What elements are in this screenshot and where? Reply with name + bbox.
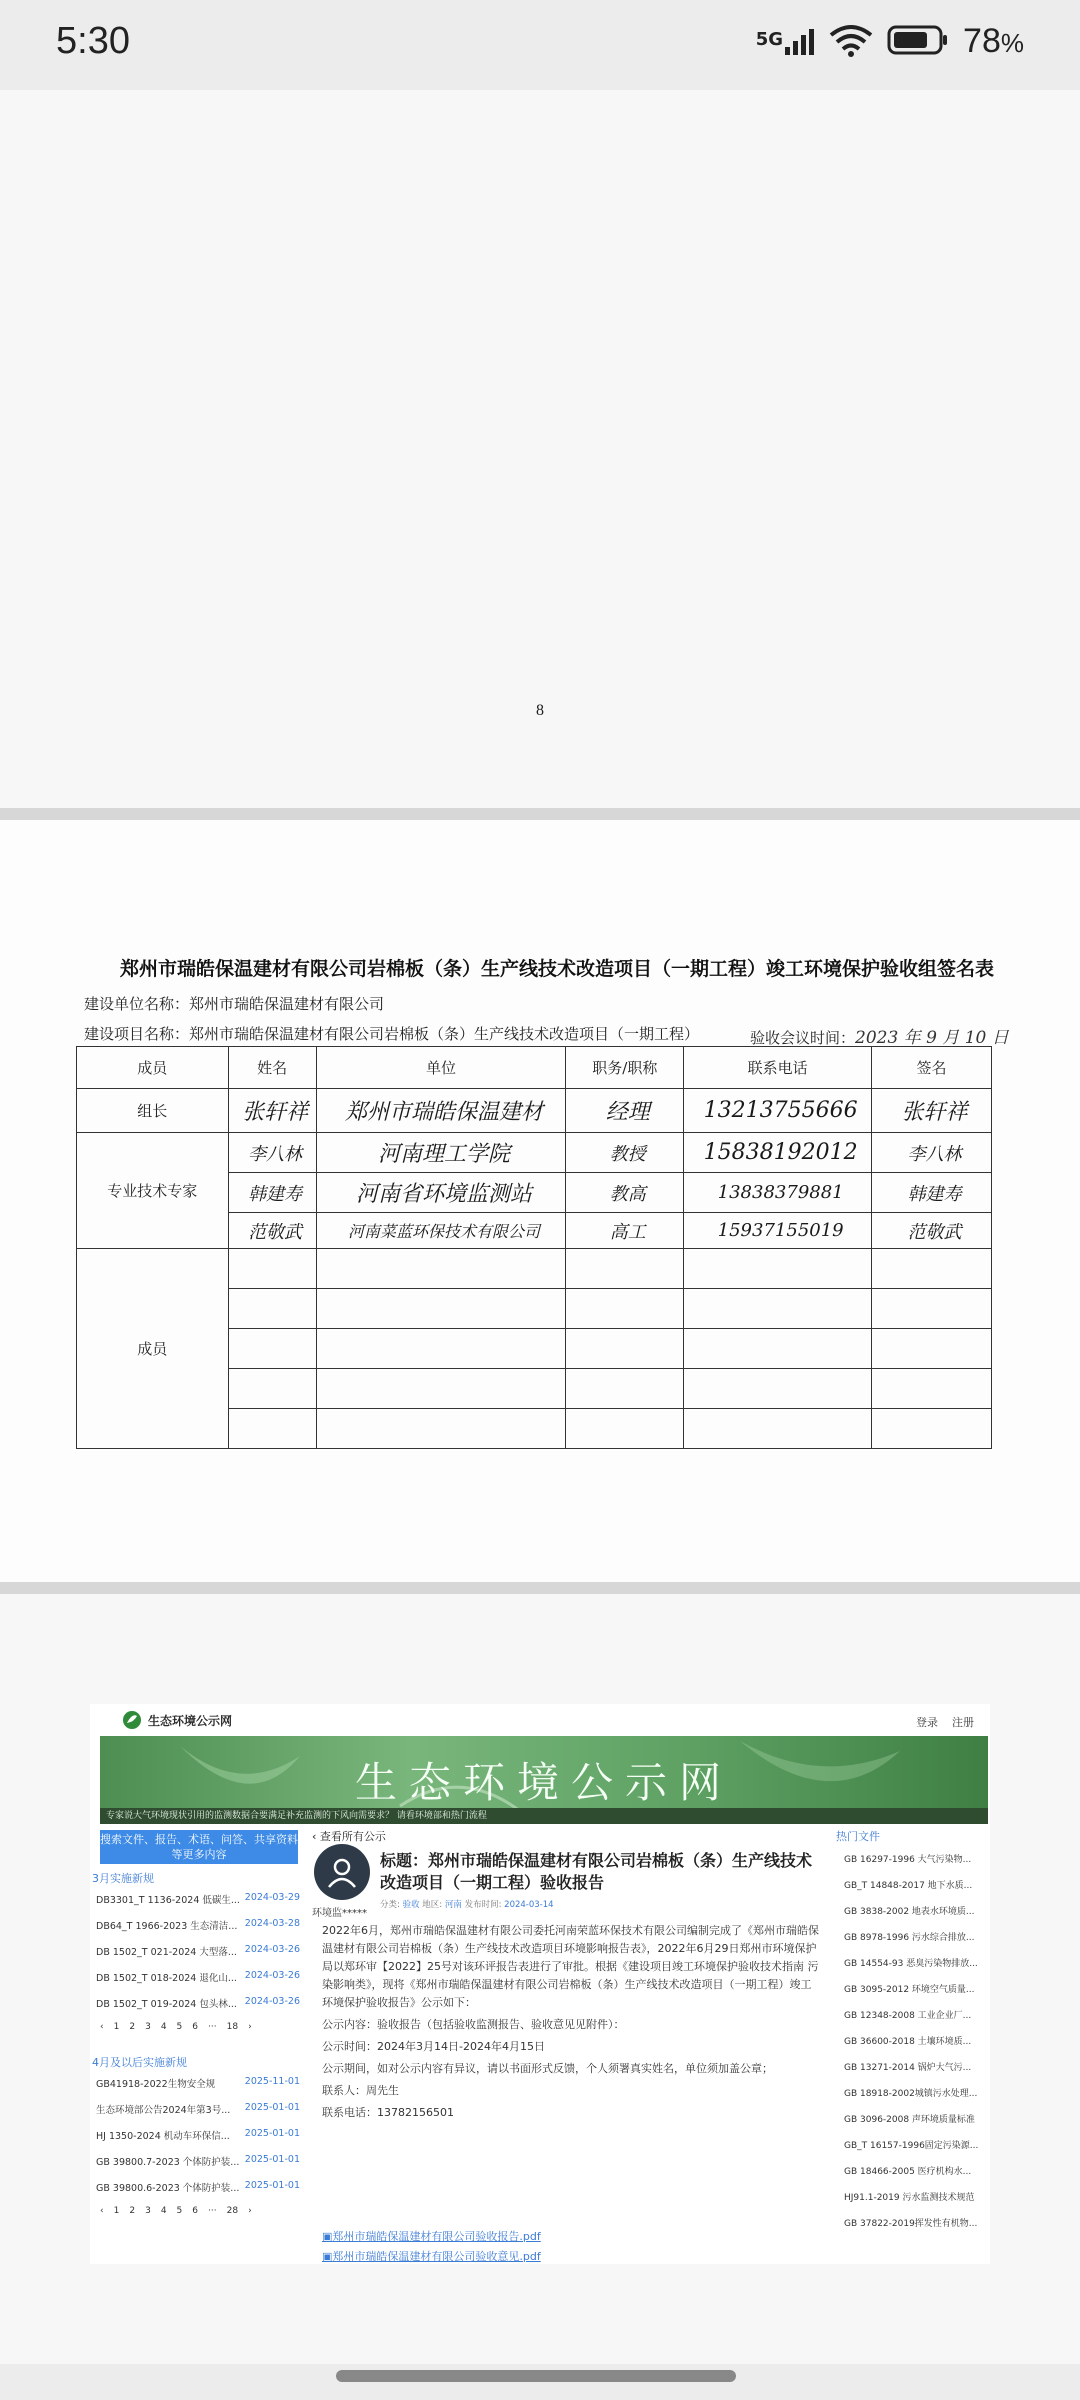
- empty-cell: [872, 1409, 992, 1449]
- empty-cell: [684, 1329, 872, 1369]
- pager-item: ···: [208, 2206, 217, 2216]
- pager-item: ›: [248, 2206, 252, 2216]
- item-title: DB 1502_T 021-2024 大型落...: [96, 1947, 237, 1958]
- banner-title: 生态环境公示网: [354, 1758, 733, 1807]
- list-item: [96, 1970, 300, 1988]
- post-paragraph: 联系电话：13782156501: [322, 2106, 454, 2119]
- title-cell: 经理: [566, 1089, 684, 1133]
- empty-cell: [872, 1249, 992, 1289]
- unit-cell: 河南省环境监测站: [316, 1173, 566, 1213]
- pager-item: 2: [129, 2022, 136, 2032]
- pager-item: ‹: [100, 2206, 104, 2216]
- empty-cell: [566, 1289, 684, 1329]
- status-bar: [0, 0, 1080, 90]
- file-icon: ▣: [322, 2230, 333, 2243]
- login-link: 登录: [916, 1716, 938, 1729]
- sign-cell: 韩建寿: [872, 1173, 992, 1213]
- pager-item: 6: [192, 2022, 199, 2032]
- role-cell: 专业技术专家: [77, 1133, 229, 1249]
- name-cell: 范敬武: [228, 1213, 316, 1249]
- name-cell: 张轩祥: [228, 1089, 316, 1133]
- back-to-all-link: ‹ 查看所有公示: [312, 1830, 386, 1843]
- item-date: 2025-01-01: [244, 2154, 300, 2165]
- battery-value: 78: [963, 22, 1001, 60]
- battery-unit: %: [1000, 28, 1024, 58]
- meta-region: 河南: [444, 1900, 462, 1910]
- list-item: [96, 1944, 300, 1962]
- item-title: DB 1502_T 018-2024 退化山...: [96, 1973, 237, 1984]
- meta-label: 发布时间:: [464, 1900, 502, 1910]
- network-5g-icon: [756, 29, 815, 55]
- header-cell: 联系电话: [684, 1047, 872, 1089]
- empty-cell: [684, 1289, 872, 1329]
- site-right-sidebar: [836, 1828, 990, 2264]
- list-item: GB 3838-2002 地表水环境质...: [844, 1907, 975, 1917]
- sign-cell: 范敬武: [872, 1213, 992, 1249]
- site-banner: [100, 1736, 988, 1824]
- list-item: [96, 1892, 300, 1910]
- site-search-button: 搜索文件、报告、术语、问答、共享资料等更多内容: [100, 1830, 298, 1864]
- item-date: 2025-11-01: [244, 2076, 300, 2087]
- meta-time: 2024-03-14: [504, 1900, 554, 1910]
- empty-cell: [684, 1369, 872, 1409]
- item-date: 2024-03-26: [244, 1996, 300, 2007]
- list-item: GB 13271-2014 锅炉大气污...: [844, 2063, 972, 2073]
- list-item: [96, 2102, 300, 2120]
- form-project-line: 建设项目名称：郑州市瑞皓保温建材有限公司岩棉板（条）生产线技术改造项目（一期工程）: [84, 1025, 700, 1043]
- pager-item: 1: [113, 2206, 120, 2216]
- website-screenshot: [90, 1704, 990, 2264]
- table-header-row: [77, 1047, 992, 1089]
- empty-cell: [872, 1289, 992, 1329]
- role-cell: 成员: [77, 1249, 229, 1449]
- empty-cell: [228, 1289, 316, 1329]
- pager-item: 2: [129, 2206, 136, 2216]
- pager-item: 5: [176, 2206, 183, 2216]
- list-item: GB 14554-93 恶臭污染物排放...: [844, 1959, 978, 1969]
- pager-item: 4: [160, 2206, 167, 2216]
- title-cell: 高工: [566, 1213, 684, 1249]
- post-paragraph: 2022年6月，郑州市瑞皓保温建材有限公司委托河南荣蓝环保技术有限公司编制完成了《郑州市瑞皓保温建材有限公司岩棉板（条）生产线技术改造项目环境影响报告表》，2022年6月29日郑州市环境保护局以郑环审【2022】25号对该环评报告表进行了审批。根据《建设项目竣工环境保护验收技术指南 污染影响类》，现将《郑州市瑞皓保温建材有限公司岩棉板（条）生产线技术改造项目（一期工程）竣工环境保护验收报告》公示如下：: [322, 1924, 819, 2009]
- form-meeting-time: [750, 1023, 1009, 1048]
- meta-label: 分类:: [380, 1900, 400, 1910]
- pager-item: 4: [160, 2022, 167, 2032]
- pager-item: 18: [226, 2022, 239, 2032]
- empty-cell: [684, 1249, 872, 1289]
- list-item: [96, 2180, 300, 2198]
- site-left-sidebar: [90, 1828, 304, 2264]
- empty-cell: [316, 1289, 566, 1329]
- pager-item: ···: [208, 2022, 217, 2032]
- attachment-name: 郑州市瑞皓保温建材有限公司验收报告.pdf: [332, 2230, 541, 2243]
- pager-item: 28: [226, 2206, 239, 2216]
- item-title: GB 39800.6-2023 个体防护装...: [96, 2183, 240, 2194]
- banner-notice: 专家说大气环境现状引用的监测数据合要满足补充监测的下风向需要求？ 请看环境部和热门流程: [100, 1808, 988, 1824]
- item-date: 2024-03-26: [244, 1970, 300, 1981]
- item-date: 2024-03-29: [244, 1892, 300, 1903]
- empty-cell: [566, 1409, 684, 1449]
- empty-cell: [872, 1329, 992, 1369]
- april-regulations-heading: 4月及以后实施新规: [92, 2056, 187, 2069]
- empty-cell: [872, 1369, 992, 1409]
- network-label: 5G: [755, 28, 784, 50]
- site-main-content: [312, 1828, 828, 2264]
- march-regulations-heading: 3月实施新规: [92, 1872, 154, 1885]
- page-number: 8: [536, 702, 544, 719]
- sign-cell: 李八林: [872, 1133, 992, 1173]
- post-paragraph: 联系人：周先生: [322, 2084, 399, 2097]
- header-cell: 单位: [316, 1047, 566, 1089]
- file-icon: ▣: [322, 2250, 333, 2263]
- header-cell: 职务/职称: [566, 1047, 684, 1089]
- user-icon: [325, 1855, 359, 1889]
- leaf-logo-icon: [122, 1710, 142, 1730]
- pager-item: 3: [145, 2206, 151, 2216]
- post-paragraph: 公示内容：验收报告（包括验收监测报告、验收意见见附件）：: [322, 2018, 625, 2031]
- empty-cell: [566, 1329, 684, 1369]
- item-title: HJ 1350-2024 机动车环保信...: [96, 2131, 230, 2142]
- empty-cell: [228, 1369, 316, 1409]
- site-logo: [122, 1710, 232, 1730]
- item-title: GB 39800.7-2023 个体防护装...: [96, 2157, 240, 2168]
- item-title: GB41918-2022生物安全规: [96, 2079, 216, 2090]
- status-time: 5:30: [56, 20, 130, 62]
- pager-item: ‹: [100, 2022, 104, 2032]
- site-logo-text: 生态环境公示网: [148, 1713, 233, 1728]
- table-row-expert: [77, 1133, 992, 1173]
- item-date: 2024-03-28: [244, 1918, 300, 1929]
- empty-cell: [316, 1329, 566, 1369]
- header-cell: 姓名: [228, 1047, 316, 1089]
- document-page-signature-form: [0, 820, 1080, 1582]
- list-item: GB 18918-2002城镇污水处理...: [844, 2089, 978, 2099]
- pagination: [100, 2206, 252, 2216]
- phone-cell: 13213755666: [684, 1089, 872, 1133]
- title-cell: 教授: [566, 1133, 684, 1173]
- item-date: 2025-01-01: [244, 2102, 300, 2113]
- post-paragraph: 公示期间，如对公示内容有异议，请以书面形式反馈，个人须署真实姓名，单位须加盖公章；: [322, 2062, 773, 2075]
- pager-item: 3: [145, 2022, 151, 2032]
- list-item: GB 36600-2018 土壤环境质...: [844, 2037, 972, 2047]
- list-item: [96, 2128, 300, 2146]
- post-author: 环境监*****: [312, 1908, 367, 1919]
- empty-cell: [228, 1409, 316, 1449]
- attachment-link: [322, 2228, 541, 2244]
- list-item: [96, 1996, 300, 2014]
- empty-cell: [228, 1329, 316, 1369]
- item-title: 生态环境部公告2024年第3号...: [96, 2105, 231, 2116]
- item-title: DB3301_T 1136-2024 低碳生...: [96, 1895, 240, 1906]
- empty-cell: [316, 1369, 566, 1409]
- form-unit-line: 建设单位名称：郑州市瑞皓保温建材有限公司: [84, 995, 385, 1013]
- post-title: 标题：郑州市瑞皓保温建材有限公司岩棉板（条）生产线技术改造项目（一期工程）验收报告: [380, 1851, 813, 1892]
- meeting-label: 验收会议时间：: [750, 1029, 856, 1047]
- avatar: [314, 1844, 370, 1900]
- list-item: GB 18466-2005 医疗机构水...: [844, 2167, 972, 2177]
- name-cell: 李八林: [228, 1133, 316, 1173]
- item-date: 2024-03-26: [244, 1944, 300, 1955]
- post-meta: [380, 1898, 554, 1910]
- pager-item: 6: [192, 2206, 199, 2216]
- empty-cell: [566, 1369, 684, 1409]
- battery-icon: [887, 24, 949, 60]
- list-item: [96, 2154, 300, 2172]
- signature-table: [76, 1046, 992, 1449]
- list-item: HJ91.1-2019 污水监测技术规范: [844, 2193, 975, 2203]
- item-title: DB64_T 1966-2023 生态清洁...: [96, 1921, 238, 1932]
- item-date: 2025-01-01: [244, 2128, 300, 2139]
- empty-cell: [566, 1249, 684, 1289]
- list-item: [96, 2076, 300, 2094]
- list-item: GB 12348-2008 工业企业厂...: [844, 2011, 972, 2021]
- list-item: GB 3096-2008 声环境质量标准: [844, 2115, 975, 2125]
- meta-category: 验收: [402, 1900, 420, 1910]
- table-row-member: [77, 1249, 992, 1289]
- list-item: GB 16297-1996 大气污染物...: [844, 1855, 972, 1865]
- page-divider: [0, 808, 1080, 820]
- hot-files-heading: 热门文件: [836, 1830, 880, 1843]
- list-item: [96, 1918, 300, 1936]
- pager-item: ›: [248, 2022, 252, 2032]
- name-cell: 韩建寿: [228, 1173, 316, 1213]
- list-item: GB_T 14848-2017 地下水质...: [844, 1881, 973, 1891]
- phone-cell: 15937155019: [684, 1213, 872, 1249]
- page-divider: [0, 1582, 1080, 1594]
- attachment-name: 郑州市瑞皓保温建材有限公司验收意见.pdf: [332, 2250, 541, 2263]
- post-body: [322, 1922, 822, 2126]
- empty-cell: [316, 1249, 566, 1289]
- attachment-link: [322, 2248, 541, 2264]
- list-item: GB_T 16157-1996固定污染源...: [844, 2141, 979, 2151]
- pager-item: 5: [176, 2022, 183, 2032]
- document-page-8: [0, 90, 1080, 808]
- pager-item: 1: [113, 2022, 120, 2032]
- list-item: GB 3095-2012 环境空气质量...: [844, 1985, 975, 1995]
- list-item: GB 37822-2019挥发性有机物...: [844, 2219, 978, 2229]
- unit-cell: 河南菜蓝环保技术有限公司: [316, 1213, 566, 1249]
- empty-cell: [316, 1409, 566, 1449]
- unit-cell: 河南理工学院: [316, 1133, 566, 1173]
- title-cell: 教高: [566, 1173, 684, 1213]
- empty-cell: [228, 1249, 316, 1289]
- wifi-icon: [829, 23, 873, 61]
- sign-cell: 张轩祥: [872, 1089, 992, 1133]
- meta-label: 地区:: [422, 1900, 443, 1910]
- list-item: GB 8978-1996 污水综合排放...: [844, 1933, 975, 1943]
- status-icons: [756, 22, 1024, 61]
- phone-cell: 13838379881: [684, 1173, 872, 1213]
- empty-cell: [684, 1409, 872, 1449]
- battery-percent: [963, 22, 1024, 61]
- post-paragraph: 公示时间：2024年3月14日-2024年4月15日: [322, 2040, 545, 2053]
- item-date: 2025-01-01: [244, 2180, 300, 2191]
- register-link: 注册: [952, 1716, 974, 1729]
- home-indicator[interactable]: [336, 2370, 736, 2382]
- pagination: [100, 2022, 252, 2032]
- table-row-leader: [77, 1089, 992, 1133]
- role-cell: 组长: [77, 1089, 229, 1133]
- header-cell: 签名: [872, 1047, 992, 1089]
- form-title: 郑州市瑞皓保温建材有限公司岩棉板（条）生产线技术改造项目（一期工程）竣工环境保护验收组签名表: [120, 958, 995, 980]
- document-page-website-screenshot: [0, 1594, 1080, 2364]
- site-auth-links: [916, 1714, 974, 1730]
- phone-cell: 15838192012: [684, 1133, 872, 1173]
- item-title: DB 1502_T 019-2024 包头林...: [96, 1999, 237, 2010]
- meeting-date: 2023 年 9 月 10 日: [855, 1028, 1009, 1048]
- site-header: [90, 1704, 990, 1736]
- header-cell: 成员: [77, 1047, 229, 1089]
- unit-cell: 郑州市瑞皓保温建材: [316, 1089, 566, 1133]
